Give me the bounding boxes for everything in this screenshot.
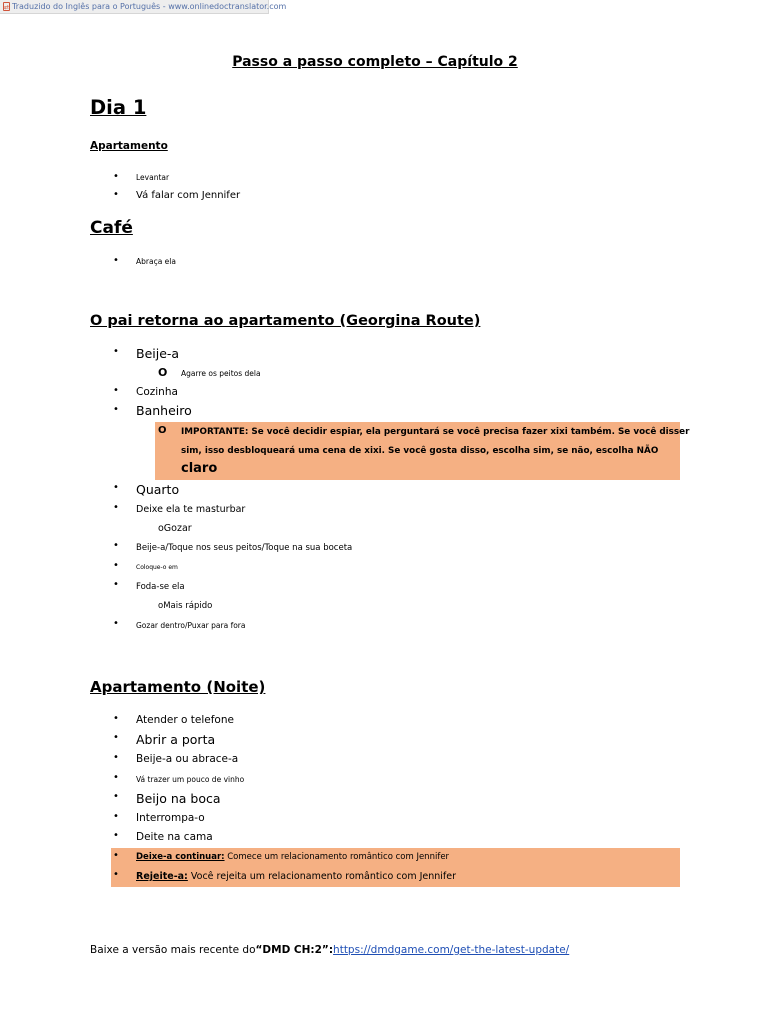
bullet: • [113, 540, 119, 551]
list-item: Foda-se ela [136, 582, 185, 592]
bullet: • [113, 560, 119, 571]
list-item: Deite na cama [136, 831, 213, 843]
list-item: Vá trazer um pouco de vinho [136, 775, 245, 784]
list-item: Levantar [136, 173, 170, 182]
cafe-heading: Café [90, 218, 133, 238]
list-item: Deixe ela te masturbar [136, 504, 246, 515]
sub-bullet-marker: O [158, 366, 168, 379]
translator-banner-text[interactable]: Traduzido do Inglês para o Português - www.onlinedoctranslator.com [12, 2, 287, 11]
choice-reject-label: Rejeite-a: [136, 871, 188, 882]
bullet: • [113, 618, 119, 629]
translator-banner[interactable] [0, 0, 287, 14]
bullet: • [113, 811, 119, 822]
apartment-heading: Apartamento [90, 140, 168, 152]
bullet: • [113, 830, 119, 841]
bullet: • [113, 385, 119, 396]
bullet: • [113, 502, 119, 513]
footer-bold: “DMD CH:2”: [255, 944, 334, 956]
bullet: • [113, 482, 119, 493]
choice-continue [136, 852, 449, 862]
bullet: • [113, 255, 119, 266]
list-item: Quarto [136, 482, 180, 497]
footer-text: Baixe a versão mais recente do [90, 944, 256, 956]
bullet: • [113, 772, 119, 783]
bullet: • [113, 713, 119, 724]
bullet: • [113, 189, 119, 200]
list-item: Banheiro [136, 403, 192, 418]
footer-line [90, 944, 569, 956]
bullet: • [113, 579, 119, 590]
choice-continue-label: Deixe-a continuar: [136, 852, 225, 862]
sub-list-item: oMais rápido [158, 601, 213, 611]
important-note-line: claro [181, 461, 218, 476]
list-item: Beije-a [136, 346, 180, 361]
list-item: Gozar dentro/Puxar para fora [136, 621, 246, 630]
latest-update-link[interactable]: https://dmdgame.com/get-the-latest-update/ [333, 944, 570, 956]
sub-bullet-marker: O [158, 425, 167, 436]
list-item: Atender o telefone [136, 714, 234, 726]
bullet: • [113, 346, 119, 357]
bullet: • [113, 752, 119, 763]
list-item: Beije-a/Toque nos seus peitos/Toque na sua boceta [136, 543, 353, 553]
list-item: Abrir a porta [136, 732, 216, 747]
list-item: Vá falar com Jennifer [136, 190, 241, 201]
important-note-line: IMPORTANTE: Se você decidir espiar, ela perguntará se você precisa fazer xixi também. Se você disser [181, 427, 690, 437]
bullet: • [113, 850, 119, 861]
section-heading-night: Apartamento (Noite) [90, 678, 266, 696]
pdf-translate-icon: ⇄ [4, 4, 10, 11]
choice-reject-text: Você rejeita um relacionamento romântico com Jennifer [187, 871, 457, 882]
sub-list-item: oGozar [158, 523, 192, 534]
bullet: • [113, 869, 119, 880]
list-item: Cozinha [136, 386, 178, 398]
choice-continue-text: Comece um relacionamento romântico com Jennifer [224, 852, 450, 862]
section-heading-father: O pai retorna ao apartamento (Georgina Route) [90, 313, 481, 329]
day-heading: Dia 1 [90, 96, 147, 119]
sub-list-item: Agarre os peitos dela [181, 369, 261, 378]
list-item: Interrompa-o [136, 812, 205, 824]
page-title: Passo a passo completo – Capítulo 2 [232, 54, 518, 70]
list-item: Coloque-o em [136, 564, 178, 571]
choice-reject [136, 871, 456, 882]
list-item: Beije-a ou abrace-a [136, 753, 239, 765]
bullet: • [113, 791, 119, 802]
important-note-line: sim, isso desbloqueará uma cena de xixi. Se você gosta disso, escolha sim, se não, escolha NÃO [181, 446, 659, 456]
list-item: Beijo na boca [136, 791, 221, 806]
bullet: • [113, 171, 119, 182]
bullet: • [113, 404, 119, 415]
bullet: • [113, 732, 119, 743]
list-item: Abraça ela [136, 257, 176, 266]
